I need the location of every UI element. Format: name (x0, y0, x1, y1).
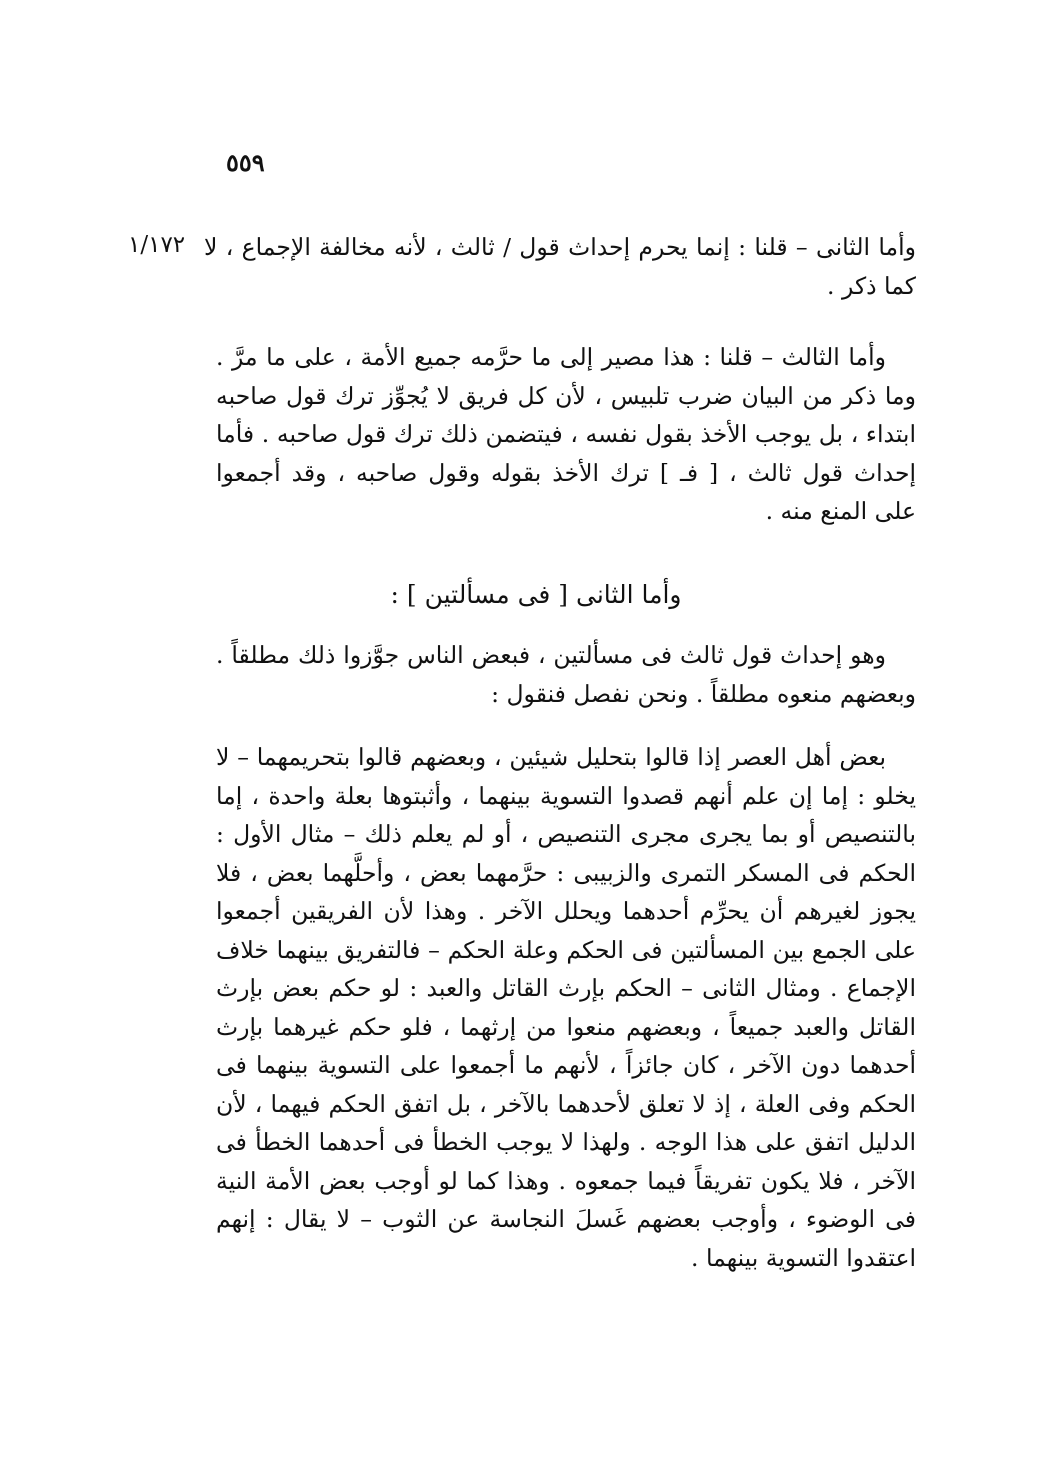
margin-reference: ١/١٧٢ (128, 232, 186, 258)
paragraph-2 (216, 338, 916, 531)
paragraph-text: وهو إحداث قول ثالث فى مسألتين ، فبعض الناس جوَّزوا ذلك مطلقاً . وبعضهم منعوه مطلقاً . ونحن نفصل فنقول : (216, 641, 916, 708)
paragraph-1 (204, 228, 916, 305)
paragraph-text: بعض أهل العصر إذا قالوا بتحليل شيئين ، وبعضهم قالوا بتحريمهما – لا يخلو : إما إن علم أنهم قصدوا التسوية بينهما ، وأثبتوها بعلة واحدة ، إما بالتنصيص أو بما يجرى مجرى التنصيص ، أو لم يعلم ذلك – مثال الأول : الحكم فى المسكر التمرى والزبيبى : حرَّمهما بعض ، وأحلَّهما بعض ، فلا يجوز لغيرهم أن يحرِّم أحدهما ويحلل الآخر . وهذا لأن الفريقين أجمعوا على الجمع بين المسألتين فى الحكم وعلة الحكم – فالتفريق بينهما خلاف الإجماع . ومثال الثانى – الحكم بإرث القاتل والعبد : لو حكم بعض بإرث القاتل والعبد جميعاً ، وبعضهم منعوا من إرثهما ، فلو حكم غيرهما بإرث أحدهما دون الآخر ، كان جائزاً ، لأنهم ما أجمعوا على التسوية بينهما فى الحكم وفى العلة ، إذ لا تعلق لأحدهما بالآخر ، بل اتفق الحكم فيهما ، لأن الدليل اتفق على هذا الوجه . ولهذا لا يوجب الخطأ فى أحدهما الخطأ فى الآخر ، فلا يكون تفريقاً فيما جمعوه . وهذا كما لو أوجب بعض الأمة النية فى الوضوء ، وأوجب بعضهم غَسلَ النجاسة عن الثوب – لا يقال : إنهم اعتقدوا التسوية بينهما . (216, 743, 916, 1272)
paragraph-text: وأما الثالث – قلنا : هذا مصير إلى ما حرَّمه جميع الأمة ، على ما مرَّ . وما ذكر من البيان ضرب تلبيس ، لأن كل فريق لا يُجوِّز ترك قول صاحبه ابتداء ، بل يوجب الأخذ بقول نفسه ، فيتضمن ذلك ترك قول صاحبه . فأما إحداث قول ثالث ، [ فـ ] ترك الأخذ بقوله وقول صاحبه ، وقد أجمعوا على المنع منه . (216, 343, 916, 525)
section-heading (216, 576, 916, 615)
paragraph-4 (216, 738, 916, 1277)
heading-text: وأما الثانى [ فى مسألتين ] : (390, 580, 682, 609)
paragraph-3 (216, 636, 916, 713)
paragraph-text: وأما الثانى – قلنا : إنما يحرم إحداث قول / ثالث ، لأنه مخالفة الإجماع ، لا كما ذكر . (204, 233, 916, 300)
page-number: ٥٥٩ (226, 148, 265, 177)
